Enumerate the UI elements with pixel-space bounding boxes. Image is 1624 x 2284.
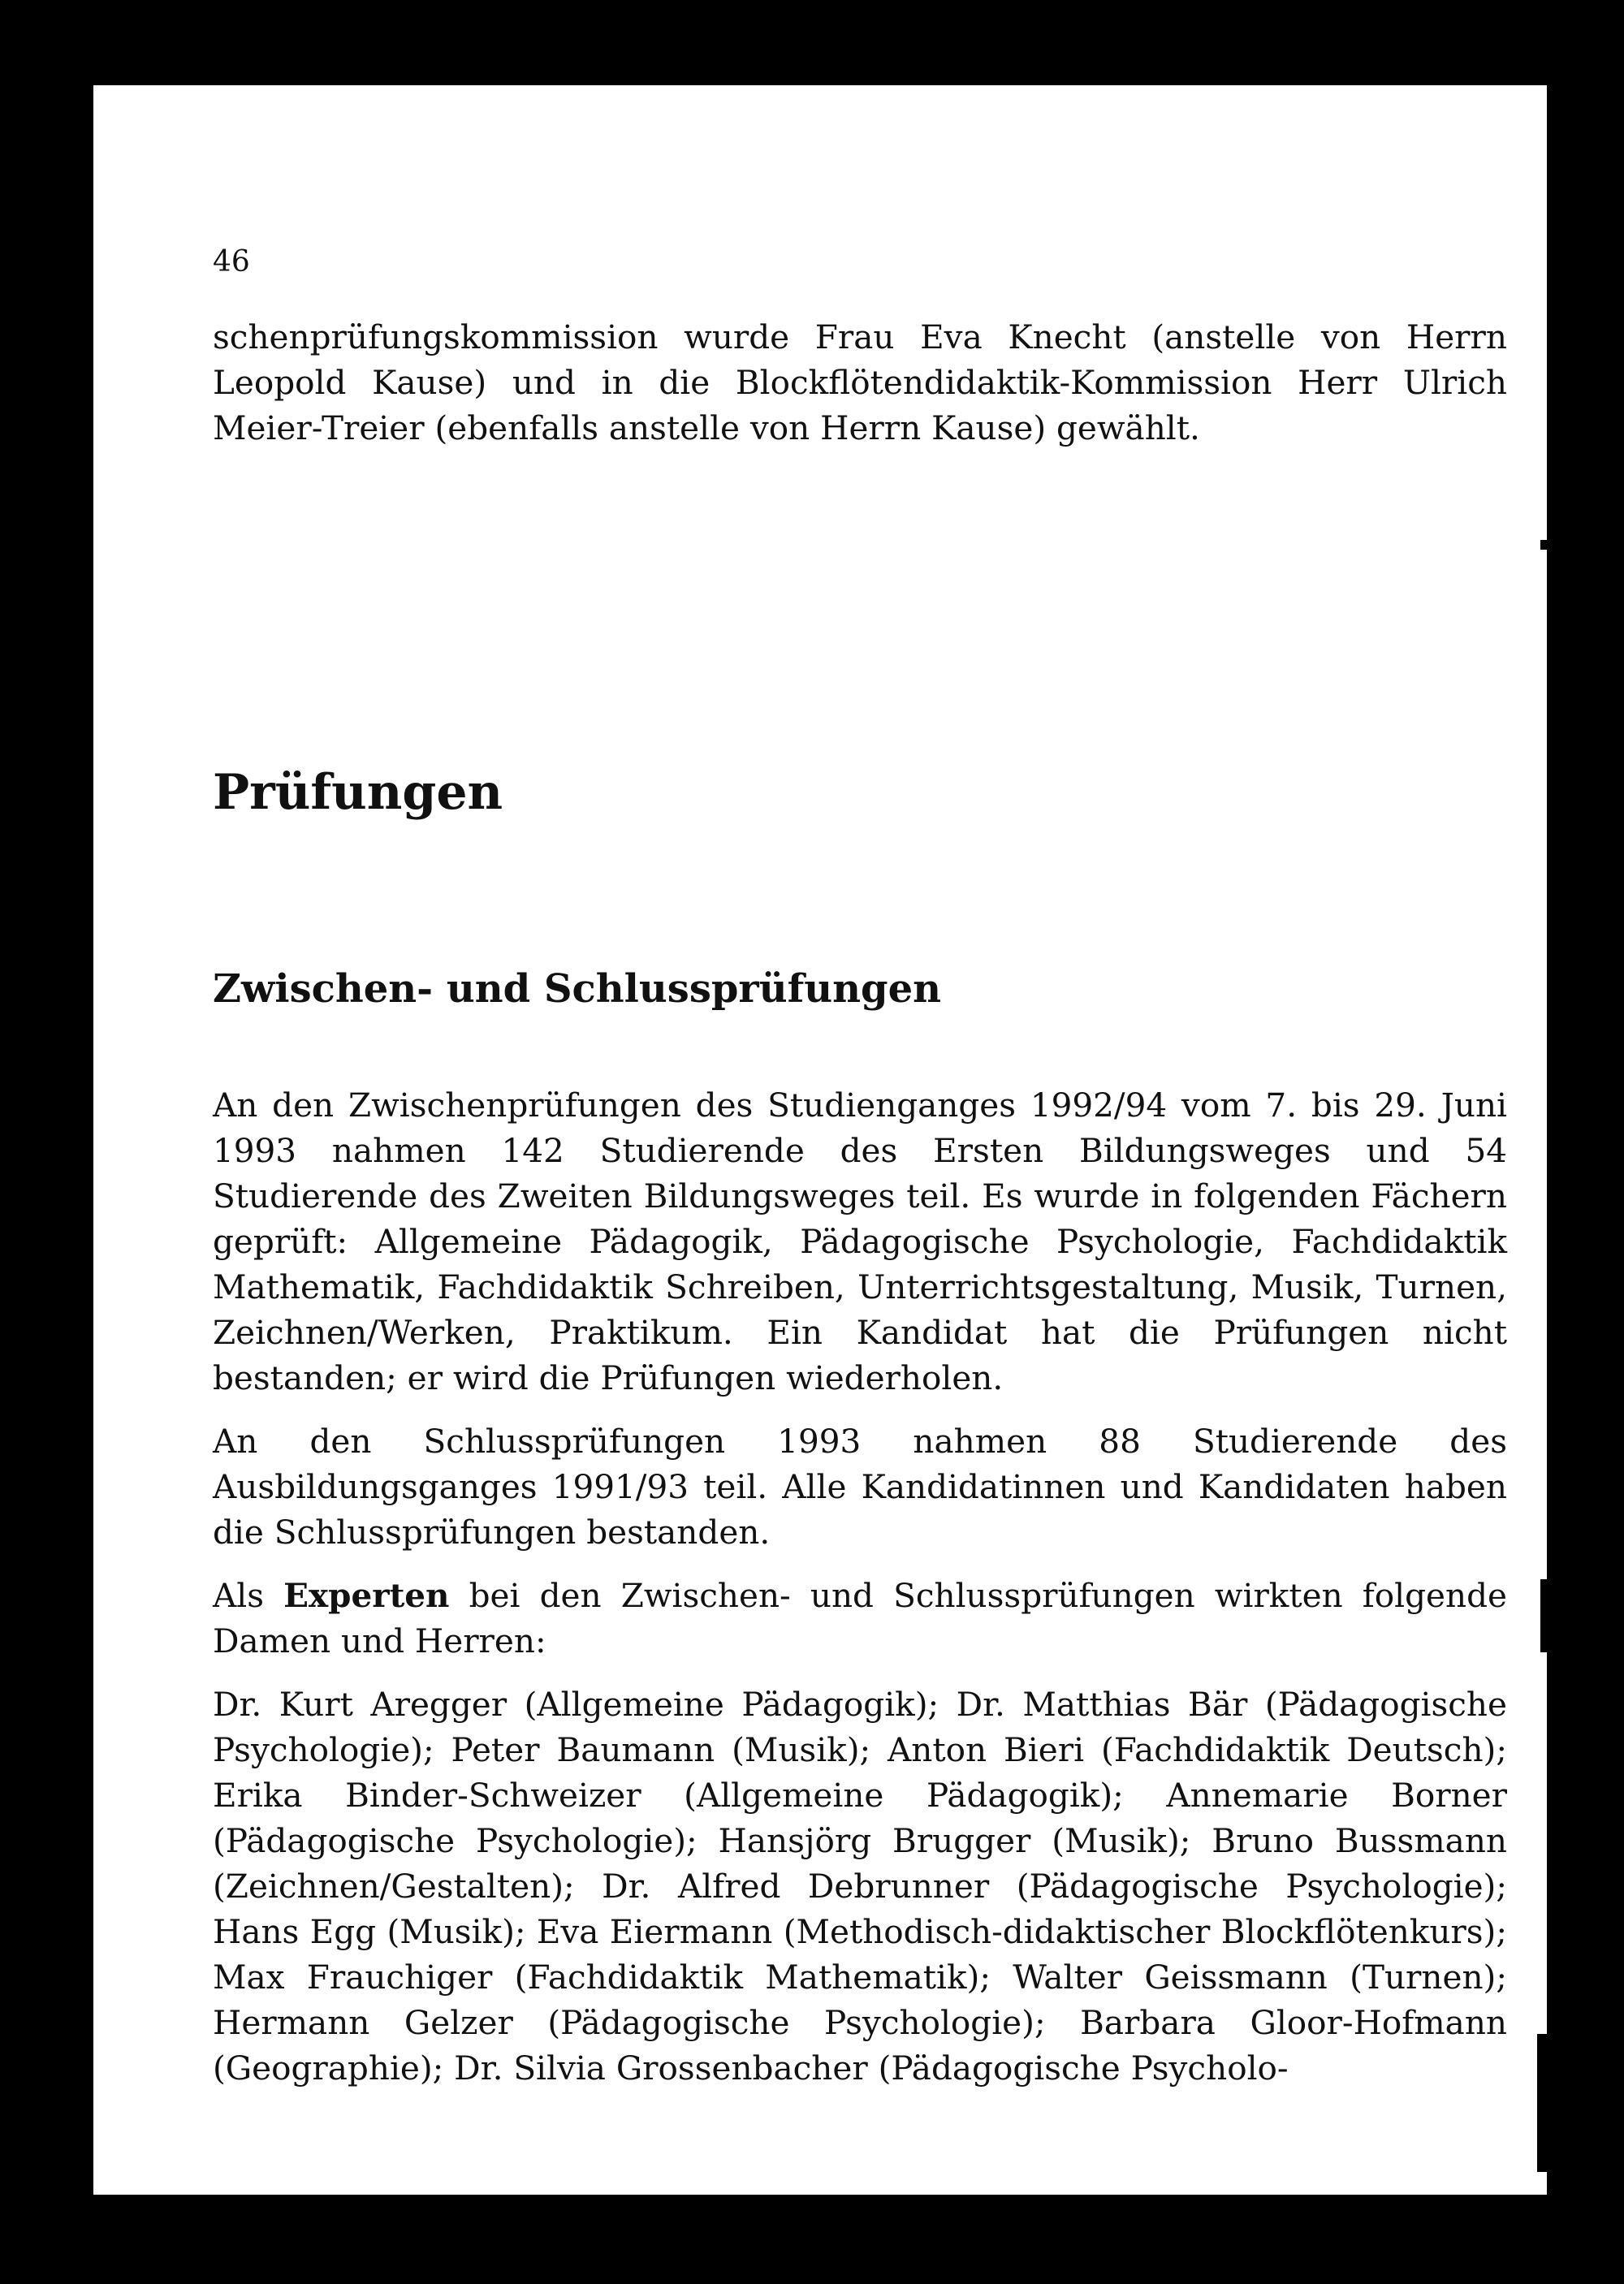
scan-edge-mark: [1540, 540, 1547, 550]
page-number: 46: [213, 245, 250, 278]
experten-prefix: Als: [213, 1576, 284, 1615]
body-text: [213, 1082, 1507, 2109]
document-page: [93, 85, 1547, 2195]
paragraph-experten: [213, 1573, 1507, 1664]
section-title: Prüfungen: [213, 764, 503, 821]
experten-suffix: bei den Zwischen- und Schlussprüfungen wirkten folgende Damen und Herren:: [213, 1576, 1508, 1660]
scan-edge-mark: [1540, 1579, 1547, 1652]
subsection-title: Zwischen- und Schlussprüfungen: [213, 966, 942, 1012]
scan-edge-mark: [1537, 2034, 1547, 2172]
experten-emphasis: Experten: [283, 1576, 450, 1615]
paragraph-zwischenpruefungen: An den Zwischenprüfungen des Studienganges 1992/94 vom 7. bis 29. Juni 1993 nahmen 142 Studierende des Ersten Bildungsweges und 54 Studierende des Zweiten Bildungsweges teil. Es wurde in folgenden Fächern geprüft: Allgemeine Pädagogik, Pädagogische Psychologie, Fachdidaktik Mathematik, Fachdidaktik Schreiben, Unterrichtsgestaltung, Musik, Turnen, Zeichnen/Werken, Praktikum. Ein Kandidat hat die Prüfungen nicht bestanden; er wird die Prüfungen wiederholen.: [213, 1086, 1507, 1397]
intro-paragraph: schenprüfungskommission wurde Frau Eva Knecht (anstelle von Herrn Leopold Kause) und in die Blockflötendidaktik-Kommission Herr Ulrich Meier-Treier (ebenfalls anstelle von Herrn Kause) gewählt.: [213, 317, 1507, 447]
paragraph-expert-list: Dr. Kurt Aregger (Allgemeine Pädagogik); Dr. Matthias Bär (Pädagogische Psychologie); Peter Baumann (Musik); Anton Bieri (Fachdidaktik Deutsch); Erika Binder-Schweizer (Allgemeine Pädagogik); Annemarie Borner (Pädagogische Psychologie); Hansjörg Brugger (Musik); Bruno Bussmann (Zeichnen/Gestalten); Dr. Alfred Debrunner (Pädagogische Psychologie); Hans Egg (Musik); Eva Eiermann (Methodisch-didaktischer Blockflötenkurs); Max Frauchiger (Fachdidaktik Mathematik); Walter Geissmann (Turnen); Hermann Gelzer (Pädagogische Psychologie); Barbara Gloor-Hofmann (Geographie); Dr. Silvia Grossenbacher (Pädagogische Psycholo-: [213, 1685, 1507, 2088]
paragraph-schlusspruefungen: An den Schlussprüfungen 1993 nahmen 88 Studierende des Ausbildungsganges 1991/93 teil. Alle Kandidatinnen und Kandidaten haben die Schlussprüfungen bestanden.: [213, 1422, 1507, 1552]
